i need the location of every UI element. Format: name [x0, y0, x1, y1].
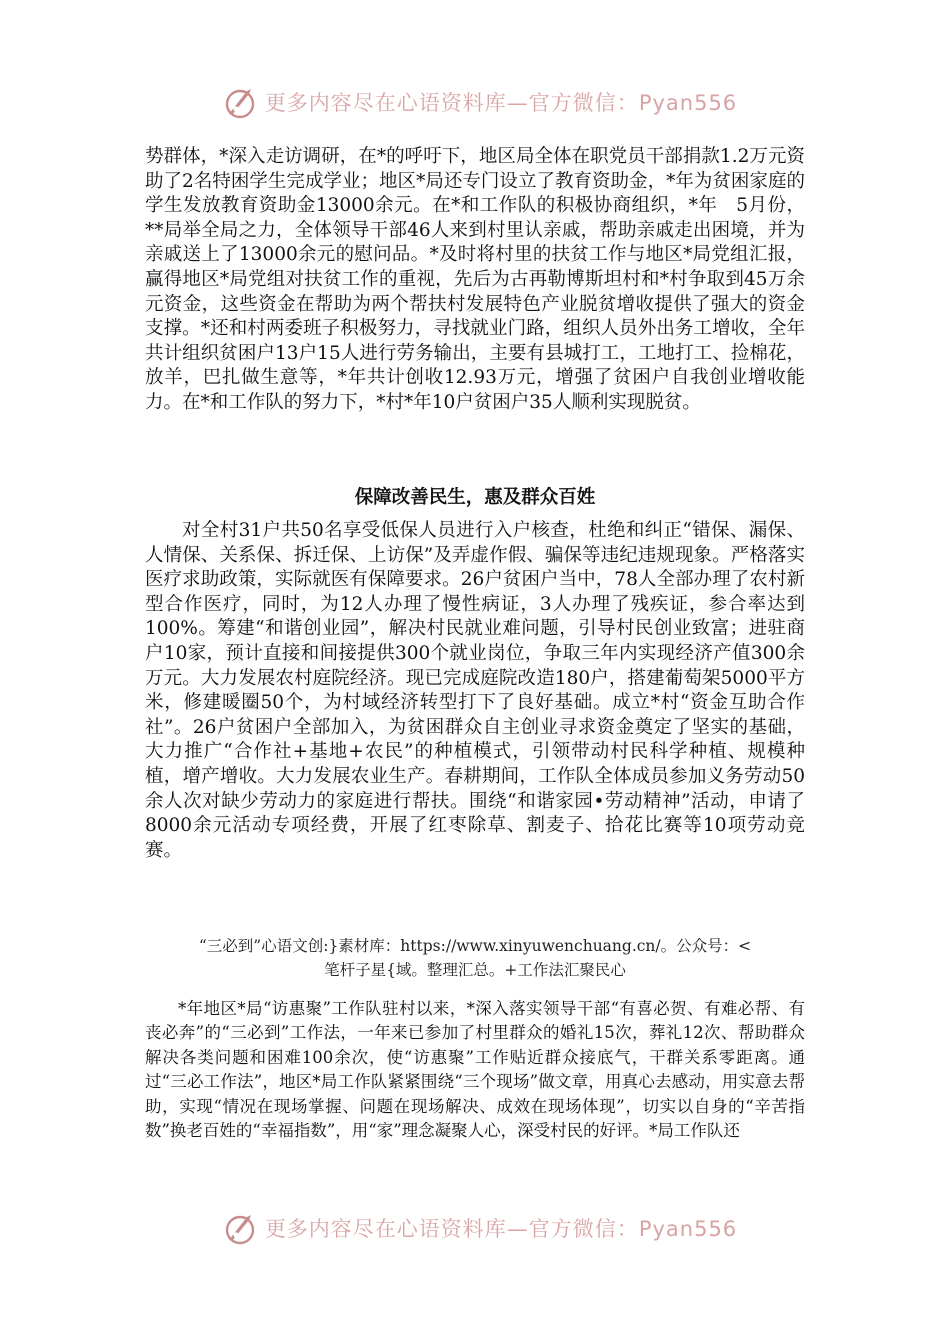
quill-logo-icon	[223, 1211, 257, 1245]
banner-content	[223, 85, 737, 119]
section-heading: 保障改善民生，惠及群众百姓	[354, 487, 596, 508]
wechat-id: Pyan556	[638, 1217, 738, 1241]
banner-text: 更多内容尽在心语资料库—官方微信：Pyan556	[264, 1217, 738, 1241]
paragraph-1: 势群体，*深入走访调研，在*的呼吁下，地区局全体在职党员干部捐款1.2万元资助了2名特困学生完成学业；地区*局还专门设立了教育资助金，*年为贫困家庭的学生发放教育资助金13000余元。在*和工作队的积极协商组织，*年 5月份，**局举全局之力，全体领导干部46人来到村里认亲戚，帮助亲戚走出困境，并为亲戚送上了13000余元的慰问品。*及时将村里的扶贫工作与地区*局党组汇报，赢得地区*局党组对扶贫工作的重视，先后为古再勒博斯坦村和*村争取到45万余元资金，这些资金在帮助为两个帮扶村发展特色产业脱贫增收提供了强大的资金支撑。*还和村两委班子积极努力，寻找就业门路，组织人员外出务工增收，全年共计组织贫困户13户15人进行劳务输出，主要有县城打工，工地打工、捡棉花，放羊，巴扎做生意等，*年共计创收12.93万元，增强了贫困户自我创业增收能力。在*和工作队的努力下，*村*年10户贫困户35人顺利实现脱贫。	[145, 146, 805, 413]
header-banner	[0, 80, 950, 124]
source-note	[145, 934, 805, 982]
paragraph-3: *年地区*局“访惠聚”工作队驻村以来，*深入落实领导干部“有喜必贺、有难必帮、有丧必奔”的“三必到”工作法，一年来已参加了村里群众的婚礼15次，葬礼12次、帮助群众解决各类问题和困难100余次，使“访惠聚”工作贴近群众接底气，干群关系零距离。通过“三必工作法”，地区*局工作队紧紧围绕“三个现场”做文章，用真心去感动，用实意去帮助，实现“情况在现场掌握、问题在现场解决、成效在现场体现”，切实以自身的“辛苦指数”换老百姓的“幸福指数”，用“家”理念凝聚人心，深受村民的好评。*局工作队还	[145, 999, 805, 1141]
banner-text: 更多内容尽在心语资料库—官方微信：Pyan556	[264, 91, 738, 115]
paragraph-2: 对全村31户共50名享受低保人员进行入户核查，杜绝和纠正“错保、漏保、人情保、关系保、拆迁保、上访保”及弄虚作假、骗保等违纪违规现象。严格落实医疗求助政策，实际就医有保障要求。26户贫困户当中，78人全部办理了农村新型合作医疗，同时，为12人办理了慢性病证，3人办理了残疾证，参合率达到100%。筹建“和谐创业园”，解决村民就业难问题，引导村民创业致富；进驻商户10家，预计直接和间接提供300个就业岗位，争取三年内实现经济产值300余万元。大力发展农村庭院经济。现已完成庭院改造180户，搭建葡萄架5000平方米，修建暖圈50个，为村域经济转型打下了良好基础。成立*村“资金互助合作社”。26户贫困户全部加入，为贫困群众自主创业寻求资金奠定了坚实的基础，大力推广“合作社+基地+农民”的种植模式，引领带动村民科学种植、规模种植，增产增收。大力发展农业生产。春耕期间，工作队全体成员参加义务劳动50余人次对缺少劳动力的家庭进行帮扶。围绕“和谐家园•劳动精神”活动，申请了8000余元活动专项经费，开展了红枣除草、割麦子、拾花比赛等10项劳动竞赛。	[145, 520, 805, 861]
wechat-id: Pyan556	[638, 91, 738, 115]
source-note-line-2: 笔杆子星{域。整理汇总。+工作法汇聚民心	[324, 961, 626, 979]
source-note-line-1: “三必到”心语文创:}素材库：https://www.xinyuwenchuang.cn/。公众号：<	[198, 937, 752, 955]
quill-logo-icon	[223, 85, 257, 119]
footer-banner	[0, 1206, 950, 1250]
banner-content	[223, 1211, 737, 1245]
